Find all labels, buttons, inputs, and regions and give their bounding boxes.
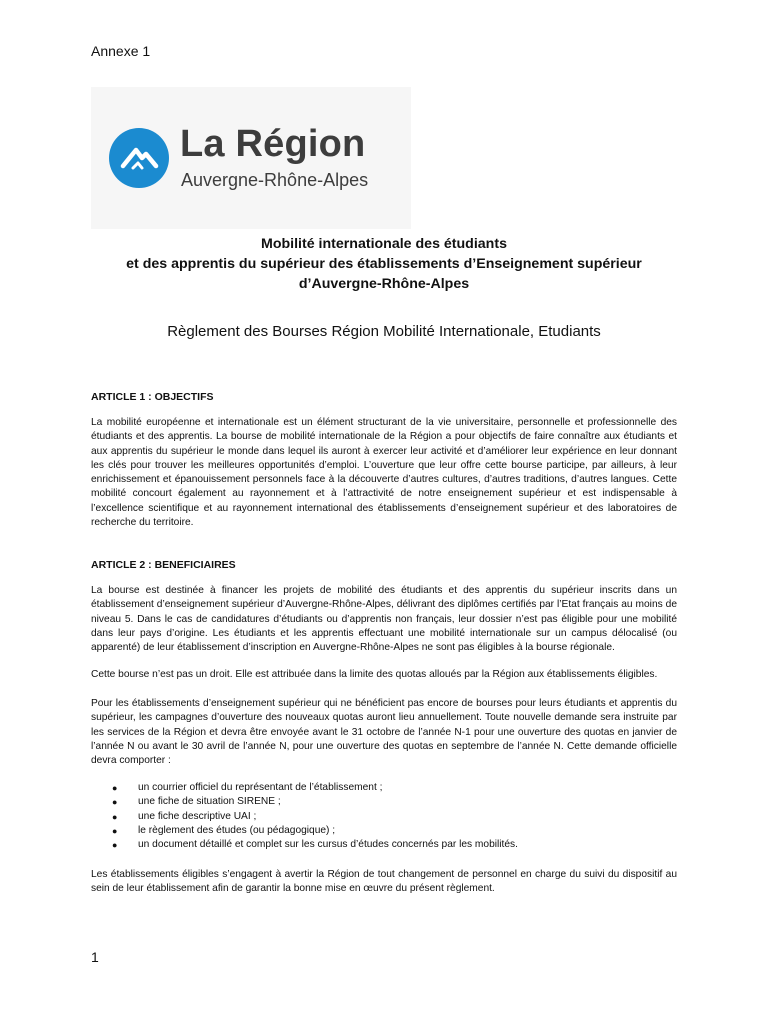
article2-paragraph-4: Les établissements éligibles s’engagent à avertir la Région de tout changement de personnel en charge du suivi du dispositif au sein de leur établissement afin de garantir la bonne mise en œuvre du présent règlement.	[91, 869, 677, 895]
list-item: ● un courrier officiel du représentant de l’établissement ;	[112, 781, 518, 795]
mountain-logo-icon	[109, 128, 169, 188]
article2-paragraph-2: Cette bourse n’est pas un droit. Elle est attribuée dans la limite des quotas alloués par la Région aux établissements éligibles.	[91, 669, 658, 680]
bullet-icon: ●	[112, 797, 118, 808]
page-number: 1	[91, 949, 99, 965]
annex-label: Annexe 1	[91, 43, 151, 59]
list-item: ● un document détaillé et complet sur les cursus d’études concernés par les mobilités.	[112, 838, 518, 852]
bullet-icon: ●	[112, 811, 118, 822]
list-item: ● une fiche de situation SIRENE ;	[112, 795, 518, 809]
article2-paragraph-1: La bourse est destinée à financer les projets de mobilité des étudiants et des apprentis du supérieur inscrits dans un établissement d’enseignement supérieur d’Auvergne-Rhône-Alpes, délivrant des diplômes certifiés par l’Etat français au moins de niveau 5. Dans le cas de candidatures d’étudiants ou d’apprentis non français, leur dossier n’est pas éligible pour une mobilité dans leur pays d’origine. Les étudiants et les apprentis effectuant une mobilité internationale sur un campus délocalisé (ou apparenté) de leur établissement d’inscription en Auvergne-Rhône-Alpes ne sont pas éligibles à la bourse régionale.	[91, 585, 677, 654]
requirements-list	[112, 781, 518, 852]
article2-heading: ARTICLE 2 : BENEFICIAIRES	[91, 559, 236, 571]
list-item: ● une fiche descriptive UAI ;	[112, 810, 518, 824]
list-item: ● le règlement des études (ou pédagogique) ;	[112, 824, 518, 838]
title-line: Mobilité internationale des étudiants	[261, 236, 507, 252]
document-subtitle: Règlement des Bourses Région Mobilité Internationale, Etudiants	[167, 323, 601, 340]
title-line: et des apprentis du supérieur des établissements d’Enseignement supérieur	[126, 256, 642, 272]
region-logo	[91, 87, 411, 229]
document-title	[91, 234, 677, 294]
article1-heading: ARTICLE 1 : OBJECTIFS	[91, 391, 214, 403]
bullet-icon: ●	[112, 840, 118, 851]
article1-text: La mobilité européenne et internationale est un élément structurant de la vie universitaire, personnelle et professionnelle des étudiants et des apprentis. La bourse de mobilité internationale de la Région a pour objectifs de faire connaître aux étudiants et aux apprentis du supérieur le monde dans lequel ils auront à exercer leur activité et d’améliorer leur expérience en leur donnant les clés pour trouver les meilleures opportunités d’emploi. L’ouverture que leur offre cette bourse participe, par ailleurs, à leur enrichissement et épanouissement personnels face à la découverte d’autres cultures, d’autres traditions, d’autres langues. Cette mobilité concourt également au rayonnement et à l’attractivité de notre enseignement supérieur et est indispensable à l’excellence scientifique et au rayonnement international des établissements d’enseignement supérieur et des laboratoires de recherche du territoire.	[91, 417, 677, 529]
logo-subtitle: Auvergne-Rhône-Alpes	[181, 170, 369, 190]
bullet-icon: ●	[112, 783, 118, 793]
bullet-icon: ●	[112, 825, 118, 836]
logo-title: La Région	[180, 123, 366, 165]
title-line: d’Auvergne-Rhône-Alpes	[298, 276, 470, 292]
article2-paragraph-3: Pour les établissements d’enseignement supérieur qui ne bénéficient pas encore de bourses pour leurs étudiants et apprentis du supérieur, les campagnes d’ouverture des nouveaux quotas auront lieu annuellement. Toute nouvelle demande sera instruite par les services de la Région et devra être envoyée avant le 31 octobre de l’année N-1 pour une ouverture des quotas en janvier de l’année N ou avant le 30 avril de l’année N, pour une ouverture des quotas en septembre de l’année N. Cette demande officielle devra comporter :	[91, 698, 677, 767]
